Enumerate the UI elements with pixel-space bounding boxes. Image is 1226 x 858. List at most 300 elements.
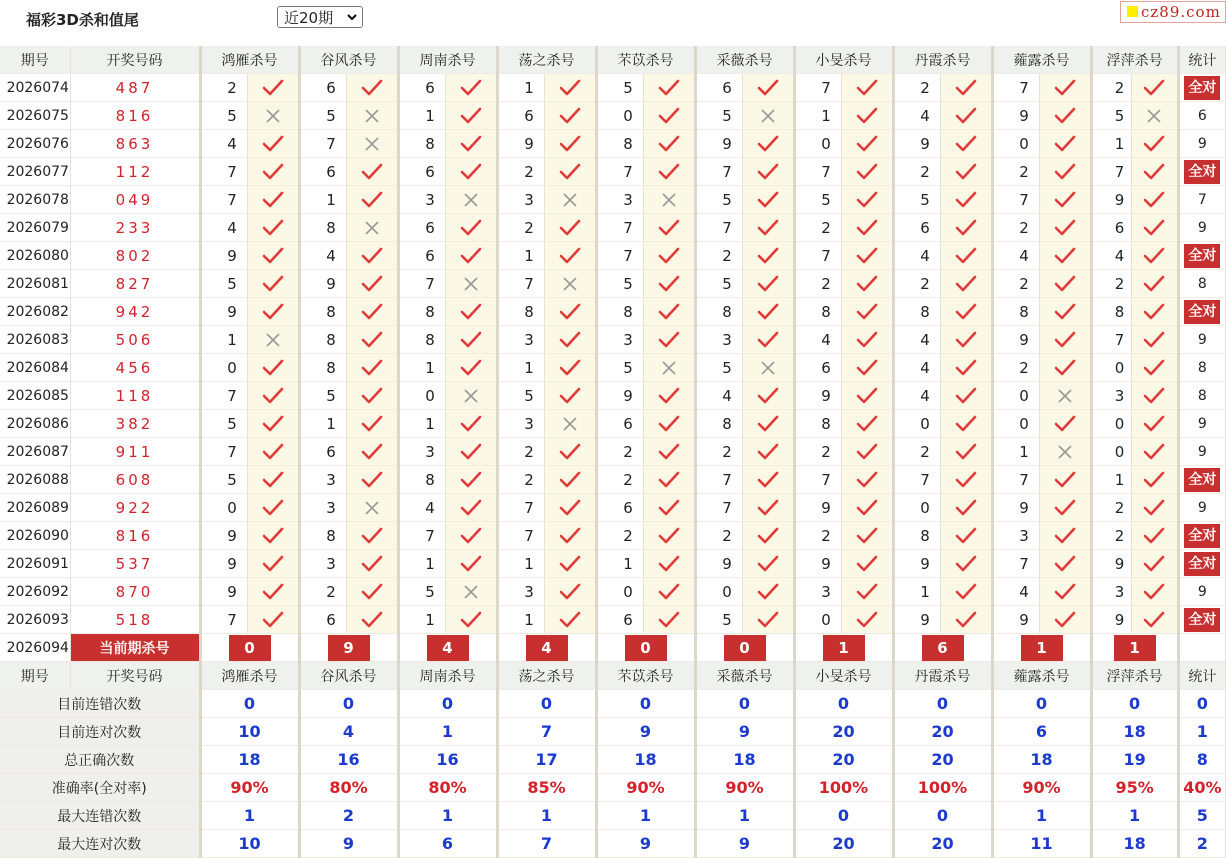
check-mark-icon	[262, 359, 284, 377]
correct-cell	[445, 158, 497, 186]
current-kill-cell	[992, 634, 1091, 662]
kill-number: 3	[398, 438, 445, 466]
check-mark-icon	[1143, 443, 1165, 461]
summary-value: 7	[497, 718, 596, 746]
cross-mark-icon	[463, 388, 479, 404]
current-issue-row	[0, 634, 1226, 662]
kill-number: 3	[497, 410, 544, 438]
kill-number: 7	[1091, 326, 1131, 354]
correct-cell	[940, 74, 992, 102]
correct-cell	[544, 466, 596, 494]
header-expert: 蕹露杀号	[992, 46, 1091, 74]
kill-number: 2	[794, 270, 841, 298]
correct-cell	[841, 326, 893, 354]
correct-cell	[841, 354, 893, 382]
correct-cell	[247, 578, 299, 606]
check-mark-icon	[460, 415, 482, 433]
check-mark-icon	[856, 471, 878, 489]
check-mark-icon	[559, 611, 581, 629]
table-row	[0, 382, 1226, 410]
kill-number: 5	[596, 270, 643, 298]
check-mark-icon	[460, 219, 482, 237]
correct-cell	[1131, 74, 1178, 102]
kill-number: 9	[992, 494, 1039, 522]
table-header	[0, 46, 1226, 74]
wrong-cell	[742, 102, 794, 130]
kill-number: 7	[200, 158, 247, 186]
kill-number: 4	[794, 326, 841, 354]
check-mark-icon	[559, 527, 581, 545]
header-expert: 芣苡杀号	[596, 46, 695, 74]
wrong-cell	[544, 410, 596, 438]
kill-number: 9	[992, 326, 1039, 354]
check-mark-icon	[757, 219, 779, 237]
check-mark-icon	[658, 247, 680, 265]
kill-number: 2	[992, 214, 1039, 242]
correct-cell	[1131, 242, 1178, 270]
period-select[interactable]	[277, 6, 363, 28]
logo-text: cz89.com	[1141, 3, 1221, 21]
wrong-cell	[742, 354, 794, 382]
correct-cell	[1131, 494, 1178, 522]
check-mark-icon	[460, 555, 482, 573]
correct-cell	[940, 466, 992, 494]
correct-cell	[742, 158, 794, 186]
summary-stat: 8	[1178, 746, 1225, 774]
check-mark-icon	[1054, 275, 1076, 293]
check-mark-icon	[460, 527, 482, 545]
check-mark-icon	[460, 163, 482, 181]
correct-cell	[247, 494, 299, 522]
summary-value: 0	[893, 802, 992, 830]
header-expert: 芣苡杀号	[596, 662, 695, 690]
check-mark-icon	[262, 303, 284, 321]
check-mark-icon	[1143, 219, 1165, 237]
kill-number: 4	[992, 242, 1039, 270]
correct-cell	[742, 186, 794, 214]
summary-value: 0	[1091, 690, 1178, 718]
kill-number: 9	[200, 242, 247, 270]
check-mark-icon	[262, 387, 284, 405]
summary-value: 0	[695, 690, 794, 718]
correct-cell	[643, 242, 695, 270]
cross-mark-icon	[265, 108, 281, 124]
table-row	[0, 186, 1226, 214]
check-mark-icon	[262, 135, 284, 153]
kill-number: 8	[299, 522, 346, 550]
header-issue: 期号	[0, 662, 70, 690]
correct-cell	[1039, 74, 1091, 102]
check-mark-icon	[1143, 163, 1165, 181]
kill-number: 2	[1091, 270, 1131, 298]
summary-value: 18	[200, 746, 299, 774]
site-logo[interactable]	[1120, 1, 1226, 23]
header-stat: 统计	[1178, 46, 1225, 74]
correct-cell	[742, 410, 794, 438]
correct-cell	[940, 410, 992, 438]
check-mark-icon	[757, 555, 779, 573]
header-issue: 期号	[0, 46, 70, 74]
kill-number: 7	[497, 494, 544, 522]
kill-number: 4	[893, 354, 940, 382]
kill-number: 3	[596, 186, 643, 214]
draw-code: 942	[70, 298, 200, 326]
correct-cell	[1131, 214, 1178, 242]
kill-number: 0	[200, 494, 247, 522]
kill-number: 5	[398, 578, 445, 606]
correct-cell	[643, 102, 695, 130]
header-expert: 采薇杀号	[695, 662, 794, 690]
kill-number: 2	[893, 158, 940, 186]
correct-cell	[940, 382, 992, 410]
kill-number: 9	[200, 298, 247, 326]
correct-cell	[544, 578, 596, 606]
header-expert: 丹霞杀号	[893, 46, 992, 74]
summary-value: 80%	[299, 774, 398, 802]
check-mark-icon	[757, 583, 779, 601]
check-mark-icon	[1143, 331, 1165, 349]
check-mark-icon	[856, 191, 878, 209]
summary-header	[0, 662, 1226, 690]
kill-number: 2	[695, 242, 742, 270]
kill-number: 2	[299, 578, 346, 606]
correct-cell	[346, 298, 398, 326]
check-mark-icon	[757, 303, 779, 321]
row-stat: 9	[1178, 214, 1225, 242]
correct-cell	[445, 410, 497, 438]
kill-number: 2	[794, 214, 841, 242]
kill-number: 1	[992, 438, 1039, 466]
kill-number: 2	[893, 270, 940, 298]
check-mark-icon	[757, 191, 779, 209]
kill-number: 7	[398, 522, 445, 550]
kill-number: 5	[299, 382, 346, 410]
kill-number: 9	[200, 578, 247, 606]
cross-mark-icon	[1146, 108, 1162, 124]
kill-number: 8	[299, 214, 346, 242]
row-stat	[1178, 74, 1225, 102]
check-mark-icon	[1143, 471, 1165, 489]
check-mark-icon	[1143, 303, 1165, 321]
row-stat	[1178, 466, 1225, 494]
correct-cell	[247, 382, 299, 410]
header-expert: 鸿雁杀号	[200, 662, 299, 690]
summary-value: 1	[398, 802, 497, 830]
kill-number: 7	[299, 130, 346, 158]
summary-value: 20	[794, 830, 893, 858]
correct-cell	[1039, 522, 1091, 550]
kill-number: 8	[299, 298, 346, 326]
draw-code: 112	[70, 158, 200, 186]
kill-number: 7	[695, 494, 742, 522]
correct-cell	[841, 382, 893, 410]
summary-value: 0	[794, 690, 893, 718]
correct-cell	[940, 130, 992, 158]
kill-number: 0	[1091, 410, 1131, 438]
summary-value: 6	[992, 718, 1091, 746]
summary-stat: 40%	[1178, 774, 1225, 802]
summary-value: 7	[497, 830, 596, 858]
draw-code: 382	[70, 410, 200, 438]
current-kill-number: 9	[328, 635, 370, 661]
correct-cell	[940, 242, 992, 270]
correct-cell	[940, 550, 992, 578]
kill-number: 8	[893, 298, 940, 326]
kill-number: 6	[398, 214, 445, 242]
issue-number: 2026081	[0, 270, 70, 298]
correct-cell	[643, 438, 695, 466]
kill-number: 3	[695, 326, 742, 354]
issue-number: 2026085	[0, 382, 70, 410]
check-mark-icon	[955, 415, 977, 433]
kill-number: 6	[398, 158, 445, 186]
wrong-cell	[445, 382, 497, 410]
summary-value: 1	[695, 802, 794, 830]
check-mark-icon	[262, 415, 284, 433]
header-expert: 丹霞杀号	[893, 662, 992, 690]
summary-value: 10	[200, 830, 299, 858]
current-kill-cell	[497, 634, 596, 662]
summary-value: 18	[992, 746, 1091, 774]
draw-code: 816	[70, 102, 200, 130]
check-mark-icon	[262, 499, 284, 517]
correct-cell	[643, 606, 695, 634]
kill-number: 7	[992, 466, 1039, 494]
wrong-cell	[346, 102, 398, 130]
check-mark-icon	[1054, 555, 1076, 573]
kill-number: 2	[1091, 74, 1131, 102]
correct-cell	[544, 550, 596, 578]
current-kill-label: 当前期杀号	[70, 634, 200, 662]
kill-number: 5	[695, 606, 742, 634]
check-mark-icon	[856, 107, 878, 125]
correct-cell	[841, 410, 893, 438]
check-mark-icon	[1054, 219, 1076, 237]
all-correct-badge: 全对	[1184, 468, 1220, 492]
correct-cell	[346, 522, 398, 550]
header-expert: 鸿雁杀号	[200, 46, 299, 74]
correct-cell	[1131, 298, 1178, 326]
kill-number: 5	[695, 270, 742, 298]
check-mark-icon	[262, 583, 284, 601]
check-mark-icon	[955, 275, 977, 293]
kill-number: 7	[992, 74, 1039, 102]
check-mark-icon	[757, 275, 779, 293]
check-mark-icon	[658, 583, 680, 601]
summary-value: 9	[299, 830, 398, 858]
correct-cell	[544, 214, 596, 242]
kill-number: 4	[398, 494, 445, 522]
kill-number: 2	[596, 438, 643, 466]
check-mark-icon	[955, 387, 977, 405]
kill-number: 1	[893, 578, 940, 606]
summary-value: 20	[893, 830, 992, 858]
summary-value: 20	[893, 718, 992, 746]
correct-cell	[1039, 494, 1091, 522]
check-mark-icon	[658, 163, 680, 181]
cross-mark-icon	[562, 276, 578, 292]
summary-value: 0	[200, 690, 299, 718]
check-mark-icon	[559, 331, 581, 349]
correct-cell	[247, 466, 299, 494]
correct-cell	[445, 466, 497, 494]
current-kill-cell	[200, 634, 299, 662]
correct-cell	[1039, 158, 1091, 186]
check-mark-icon	[361, 275, 383, 293]
kill-number: 9	[596, 382, 643, 410]
correct-cell	[247, 438, 299, 466]
check-mark-icon	[955, 555, 977, 573]
cross-mark-icon	[463, 276, 479, 292]
draw-code: 118	[70, 382, 200, 410]
kill-number: 9	[893, 550, 940, 578]
summary-value: 90%	[992, 774, 1091, 802]
kill-number: 6	[1091, 214, 1131, 242]
kill-number: 1	[200, 326, 247, 354]
kill-number: 2	[794, 522, 841, 550]
header-expert: 浮萍杀号	[1091, 46, 1178, 74]
correct-cell	[1039, 102, 1091, 130]
kill-number: 2	[893, 74, 940, 102]
kill-number: 3	[497, 578, 544, 606]
correct-cell	[1131, 270, 1178, 298]
check-mark-icon	[658, 555, 680, 573]
correct-cell	[544, 298, 596, 326]
chevron-down-icon	[346, 11, 358, 23]
check-mark-icon	[1143, 275, 1165, 293]
summary-value: 1	[992, 802, 1091, 830]
correct-cell	[742, 130, 794, 158]
kill-number: 3	[497, 326, 544, 354]
kill-number: 7	[794, 466, 841, 494]
summary-value: 20	[794, 746, 893, 774]
table-row	[0, 214, 1226, 242]
table-row	[0, 130, 1226, 158]
kill-number: 2	[695, 522, 742, 550]
wrong-cell	[1039, 382, 1091, 410]
check-mark-icon	[559, 163, 581, 181]
correct-cell	[742, 242, 794, 270]
summary-value: 100%	[794, 774, 893, 802]
check-mark-icon	[262, 555, 284, 573]
correct-cell	[1039, 550, 1091, 578]
correct-cell	[247, 550, 299, 578]
check-mark-icon	[460, 443, 482, 461]
kill-number: 8	[695, 410, 742, 438]
summary-value: 18	[1091, 718, 1178, 746]
check-mark-icon	[460, 79, 482, 97]
issue-number: 2026092	[0, 578, 70, 606]
check-mark-icon	[658, 387, 680, 405]
summary-value: 1	[497, 802, 596, 830]
header-expert: 采薇杀号	[695, 46, 794, 74]
summary-value: 10	[200, 718, 299, 746]
check-mark-icon	[1054, 583, 1076, 601]
correct-cell	[544, 494, 596, 522]
header-expert: 荡之杀号	[497, 46, 596, 74]
correct-cell	[247, 522, 299, 550]
correct-cell	[544, 382, 596, 410]
table-row	[0, 298, 1226, 326]
issue-number: 2026082	[0, 298, 70, 326]
header-expert: 小旻杀号	[794, 662, 893, 690]
correct-cell	[1131, 466, 1178, 494]
period-select-value: 近20期	[284, 9, 334, 27]
kill-number: 3	[992, 522, 1039, 550]
kill-number: 1	[398, 410, 445, 438]
check-mark-icon	[1054, 359, 1076, 377]
kill-number: 8	[299, 354, 346, 382]
check-mark-icon	[955, 79, 977, 97]
issue-number: 2026076	[0, 130, 70, 158]
header-expert: 谷风杀号	[299, 662, 398, 690]
correct-cell	[940, 158, 992, 186]
correct-cell	[1039, 298, 1091, 326]
summary-value: 80%	[398, 774, 497, 802]
correct-cell	[841, 466, 893, 494]
correct-cell	[742, 270, 794, 298]
check-mark-icon	[658, 135, 680, 153]
check-mark-icon	[559, 359, 581, 377]
kill-number: 8	[398, 326, 445, 354]
check-mark-icon	[856, 219, 878, 237]
kill-number: 5	[1091, 102, 1131, 130]
kill-number: 7	[893, 466, 940, 494]
kill-number: 2	[497, 214, 544, 242]
correct-cell	[643, 382, 695, 410]
kill-number: 3	[1091, 382, 1131, 410]
correct-cell	[1131, 606, 1178, 634]
correct-cell	[1039, 214, 1091, 242]
kill-number: 7	[992, 186, 1039, 214]
correct-cell	[445, 242, 497, 270]
draw-code: 816	[70, 522, 200, 550]
check-mark-icon	[955, 611, 977, 629]
summary-value: 19	[1091, 746, 1178, 774]
check-mark-icon	[1054, 79, 1076, 97]
draw-code: 911	[70, 438, 200, 466]
check-mark-icon	[856, 443, 878, 461]
summary-value: 2	[299, 802, 398, 830]
check-mark-icon	[757, 247, 779, 265]
kill-number: 8	[794, 410, 841, 438]
correct-cell	[940, 354, 992, 382]
kill-number: 3	[497, 186, 544, 214]
check-mark-icon	[658, 331, 680, 349]
row-stat: 9	[1178, 410, 1225, 438]
kill-number: 9	[497, 130, 544, 158]
correct-cell	[445, 494, 497, 522]
correct-cell	[247, 410, 299, 438]
correct-cell	[643, 326, 695, 354]
table-row	[0, 578, 1226, 606]
summary-value: 1	[398, 718, 497, 746]
kill-number: 8	[398, 466, 445, 494]
correct-cell	[841, 494, 893, 522]
kill-number: 6	[497, 102, 544, 130]
current-kill-number: 1	[1021, 635, 1063, 661]
table-row	[0, 550, 1226, 578]
issue-number: 2026089	[0, 494, 70, 522]
current-kill-number: 4	[427, 635, 469, 661]
kill-number: 4	[200, 214, 247, 242]
correct-cell	[445, 214, 497, 242]
kill-number: 1	[497, 606, 544, 634]
correct-cell	[544, 522, 596, 550]
current-kill-cell	[299, 634, 398, 662]
kill-number: 3	[299, 550, 346, 578]
draw-code: 233	[70, 214, 200, 242]
